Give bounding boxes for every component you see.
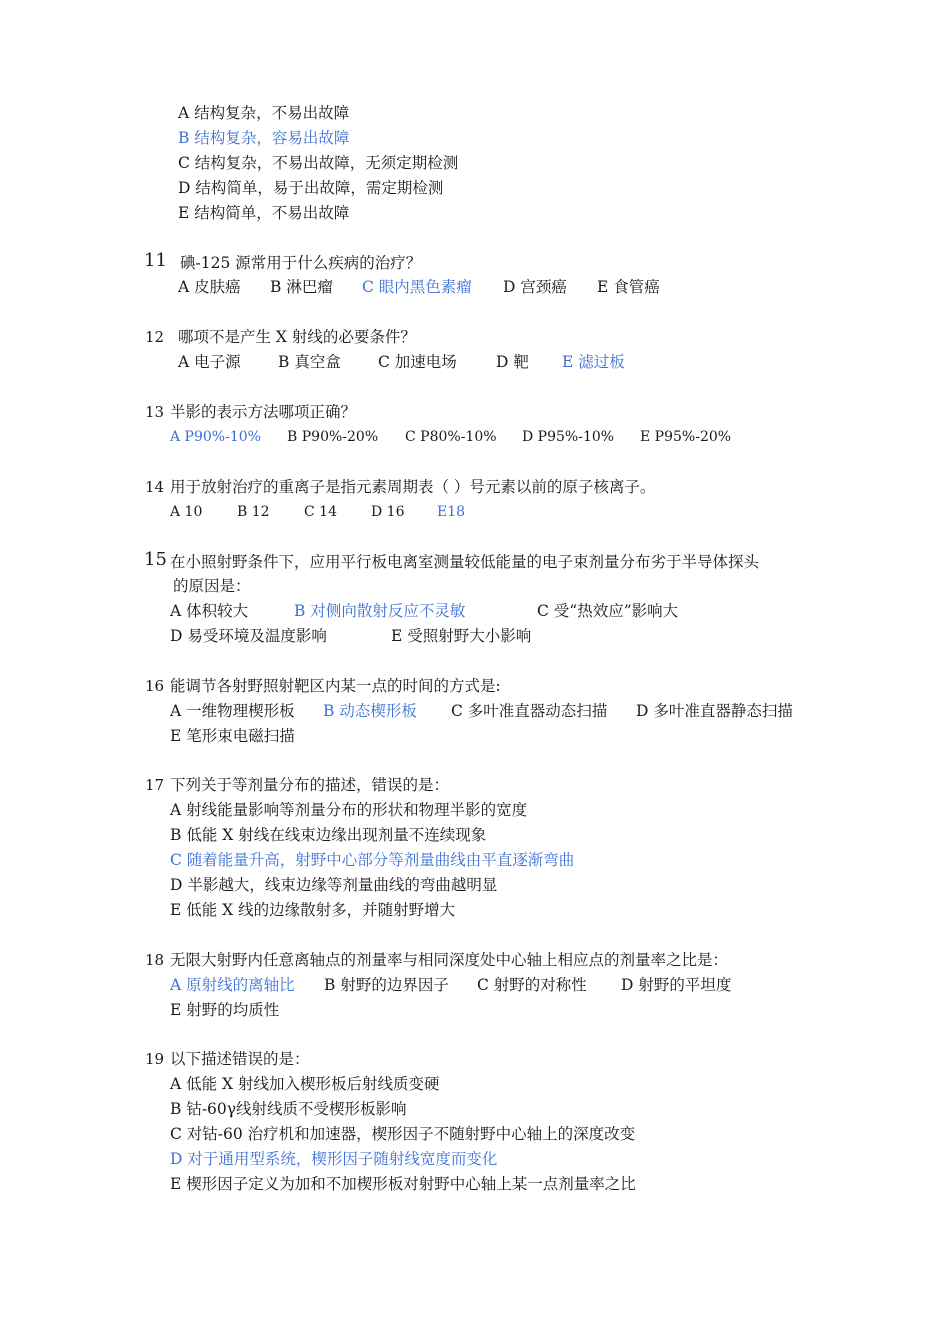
q10-option-e: E 结构简单，不易出故障 [178,204,350,222]
q12-stem: 哪项不是产生 X 射线的必要条件？ [178,328,416,346]
q18-option-c: C 射野的对称性 [477,976,587,994]
q17-option-e: E 低能 X 线的边缘散射多，并随射野增大 [170,901,456,919]
q11-option-b: B 淋巴瘤 [270,278,333,296]
q16-option-c: C 多叶准直器动态扫描 [451,702,608,720]
q16-stem: 能调节各射野照射靶区内某一点的时间的方式是: [170,677,501,695]
q15-option-d: D 易受环境及温度影响 [170,627,327,645]
q12-option-b: B 真空盒 [278,353,341,371]
q13-stem: 半影的表示方法哪项正确？ [170,403,357,421]
q16-option-a: A 一维物理楔形板 [170,702,295,720]
q11-option-a: A 皮肤癌 [178,278,241,296]
q15-option-a: A 体积较大 [170,602,249,620]
q15-option-e: E 受照射野大小影响 [391,627,532,645]
q14-option-c: C 14 [304,504,337,520]
q19-option-c: C 对钴-60 治疗机和加速器，楔形因子不随射野中心轴上的深度改变 [170,1125,636,1143]
q17-option-a: A 射线能量影响等剂量分布的形状和物理半影的宽度 [170,801,528,819]
q13-option-c: C P80%-10% [405,429,497,445]
q18-number: 18 [145,951,165,969]
q11-option-c: C 眼内黑色素瘤 [362,278,472,296]
q17-option-c: C 随着能量升高，射野中心部分等剂量曲线由平直逐渐弯曲 [170,851,575,869]
q15-stem-line1: 在小照射野条件下，应用平行板电离室测量较低能量的电子束剂量分布劣于半导体探头 [170,553,760,571]
q19-option-e: E 楔形因子定义为加和不加楔形板对射野中心轴上某一点剂量率之比 [170,1175,636,1193]
q10-option-a: A 结构复杂，不易出故障 [178,104,350,122]
q12-option-c: C 加速电场 [378,353,457,371]
q14-stem: 用于放射治疗的重离子是指元素周期表（ ）号元素以前的原子核离子。 [170,478,656,496]
q18-option-a: A 原射线的离轴比 [170,976,295,994]
q11-number: 11 [144,250,167,271]
q10-option-d: D 结构简单，易于出故障，需定期检测 [178,179,444,197]
q15-number: 15 [144,549,167,570]
q19-option-d: D 对于通用型系统，楔形因子随射线宽度而变化 [170,1150,498,1168]
q19-number: 19 [145,1050,165,1068]
q12-option-a: A 电子源 [178,353,241,371]
q10-option-c: C 结构复杂，不易出故障，无须定期检测 [178,154,459,172]
q10-option-b: B 结构复杂，容易出故障 [178,129,350,147]
q16-option-b: B 动态楔形板 [323,702,417,720]
q14-option-a: A 10 [170,504,203,520]
q13-number: 13 [145,403,165,421]
q11-option-d: D 宫颈癌 [503,278,567,296]
q18-option-e: E 射野的均质性 [170,1001,280,1019]
q18-option-b: B 射野的边界因子 [324,976,449,994]
q16-number: 16 [145,677,165,695]
q19-option-b: B 钴-60γ线射线质不受楔形板影响 [170,1100,407,1118]
q13-option-b: B P90%-20% [287,429,379,445]
q12-option-d: D 靶 [496,353,529,371]
q17-stem: 下列关于等剂量分布的描述，错误的是： [170,776,450,794]
q11-stem: 碘-125 源常用于什么疾病的治疗？ [180,254,422,272]
q17-option-d: D 半影越大，线束边缘等剂量曲线的弯曲越明显 [170,876,498,894]
q14-option-d: D 16 [371,504,405,520]
q17-option-b: B 低能 X 射线在线束边缘出现剂量不连续现象 [170,826,487,844]
q13-option-a: A P90%-10% [170,429,261,445]
q15-option-b: B 对侧向散射反应不灵敏 [294,602,466,620]
q11-option-e: E 食管癌 [597,278,660,296]
q13-option-d: D P95%-10% [522,429,615,445]
q19-option-a: A 低能 X 射线加入楔形板后射线质变硬 [170,1075,440,1093]
q16-option-d: D 多叶准直器静态扫描 [636,702,793,720]
q15-stem-line2: 的原因是： [173,577,251,595]
q16-option-e: E 笔形束电磁扫描 [170,727,295,745]
q18-option-d: D 射野的平坦度 [621,976,732,994]
q18-stem: 无限大射野内任意离轴点的剂量率与相同深度处中心轴上相应点的剂量率之比是： [170,951,729,969]
q15-option-c: C 受“热效应”影响大 [537,602,679,620]
q13-option-e: E P95%-20% [640,429,732,445]
q12-option-e: E 滤过板 [562,353,625,371]
q17-number: 17 [145,776,165,794]
q14-option-b: B 12 [237,504,270,520]
q14-number: 14 [145,478,165,496]
q12-number: 12 [145,328,165,346]
q14-option-e: E18 [437,504,466,520]
q19-stem: 以下描述错误的是： [170,1050,310,1068]
